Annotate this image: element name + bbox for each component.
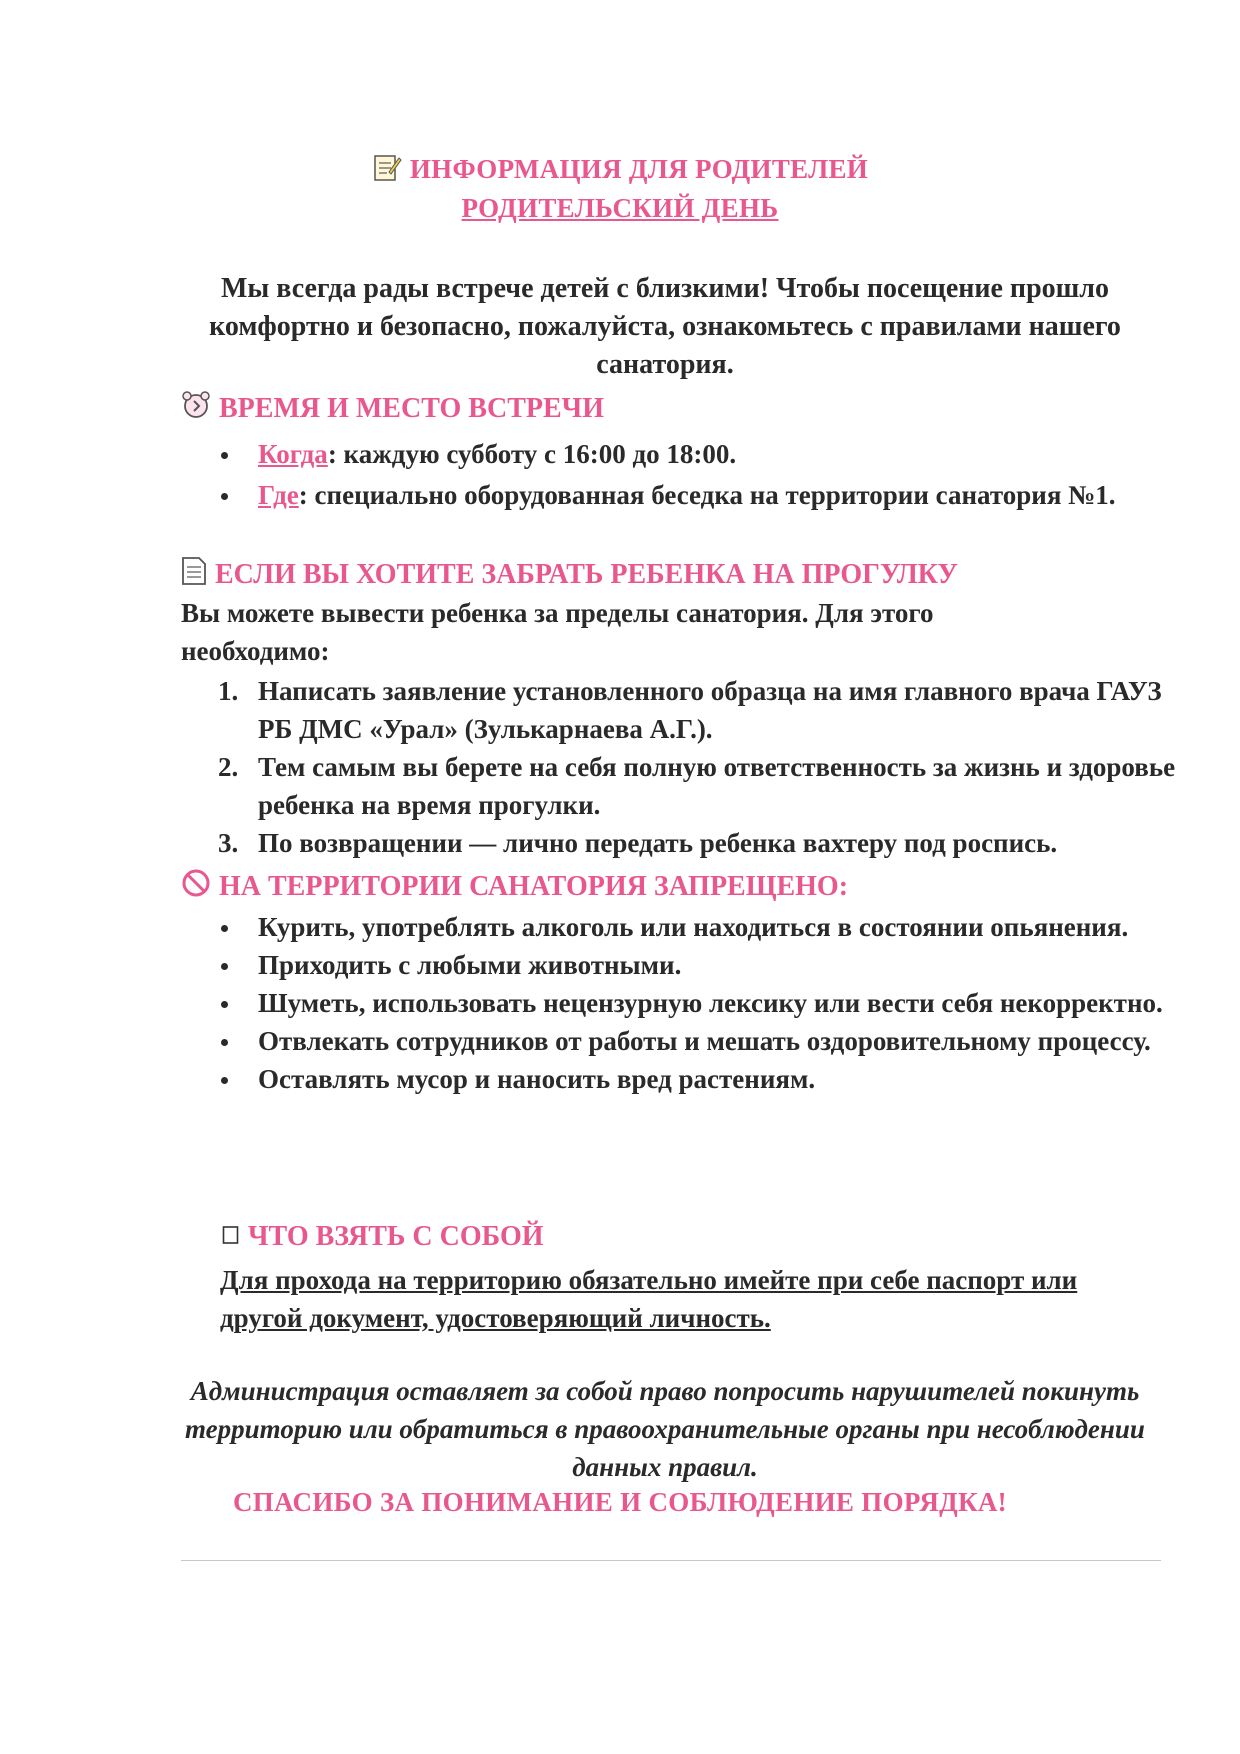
list-item: Шуметь, использовать нецензурную лексику или вести себя некорректно. (218, 984, 1178, 1022)
thanks-line: СПАСИБО ЗА ПОНИМАНИЕ И СОБЛЮДЕНИЕ ПОРЯДКА! (233, 1487, 1007, 1517)
list-item: Приходить с любыми животными. (218, 946, 1178, 984)
section-heading-time-place: ВРЕМЯ И МЕСТО ВСТРЕЧИ (181, 390, 604, 428)
list-item: 2. Тем самым вы берете на себя полную ответственность за жизнь и здоровье ребенка на время прогулки. (218, 752, 1176, 820)
section-heading-bring: ЧТО ВЗЯТЬ С СОБОЙ (222, 1221, 544, 1253)
section-heading-walk: ЕСЛИ ВЫ ХОТИТЕ ЗАБРАТЬ РЕБЕНКА НА ПРОГУЛКУ (181, 556, 958, 594)
walk-lead: Вы можете вывести ребенка за пределы санатория. Для этого необходимо: (181, 598, 934, 666)
list-item: Когда: каждую субботу с 16:00 до 18:00. (218, 435, 1178, 473)
time-place-list (218, 435, 1178, 514)
bottom-divider (181, 1560, 1161, 1561)
list-item: Отвлекать сотрудников от работы и мешать оздоровительному процессу. (218, 1022, 1178, 1060)
empty-box-icon (222, 1221, 240, 1253)
list-item: 3. По возвращении — лично передать ребенка вахтеру под роспись. (218, 828, 1058, 858)
section-heading-forbidden: НА ТЕРРИТОРИИ САНАТОРИЯ ЗАПРЕЩЕНО: (181, 868, 848, 906)
intro-paragraph: Мы всегда рады встрече детей с близкими! Чтобы посещение прошло комфортно и безопасно, пожалуйста, ознакомьтесь с правилами нашего санатория. (209, 273, 1121, 380)
alarm-clock-icon (181, 390, 211, 428)
administration-note: Администрация оставляет за собой право попросить нарушителей покинуть территорию или обратиться в правоохранительные органы при несоблюдении данных правил. (185, 1376, 1145, 1482)
page-icon (181, 556, 207, 594)
walk-steps-list (218, 672, 1178, 862)
page-title: ИНФОРМАЦИЯ ДЛЯ РОДИТЕЛЕЙ (0, 152, 1240, 189)
list-item: Где: специально оборудованная беседка на территории санатория №1. (218, 476, 1178, 514)
list-item: Курить, употреблять алкоголь или находиться в состоянии опьянения. (218, 908, 1178, 946)
list-item: Оставлять мусор и наносить вред растениям. (218, 1060, 1178, 1098)
prohibited-icon (181, 868, 211, 906)
page-subtitle: РОДИТЕЛЬСКИЙ ДЕНЬ (461, 193, 779, 223)
forbidden-list (218, 908, 1178, 1098)
list-item: 1. Написать заявление установленного образца на имя главного врача ГАУЗ РБ ДМС «Урал» (Зулькарнаева А.Г.). (218, 676, 1162, 744)
memo-icon (372, 152, 402, 189)
bring-text: Для прохода на территорию обязательно имейте при себе паспорт или другой документ, удостоверяющий личность. (220, 1265, 1078, 1333)
